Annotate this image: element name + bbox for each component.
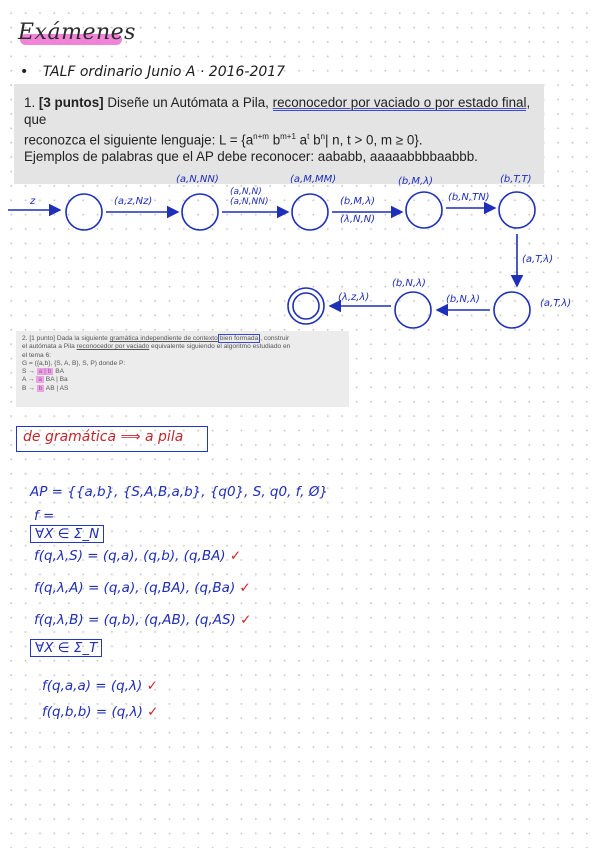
transition-label: (λ,N,N)	[340, 214, 376, 225]
forall-nonterminals-label: ∀X ∈ Σ_N	[30, 525, 104, 543]
transition-label: (λ,z,λ)	[338, 292, 370, 303]
title-block	[18, 20, 136, 45]
grammar-rule	[22, 368, 343, 376]
exercise-text: Diseñe un Autómata a Pila,	[103, 95, 273, 110]
exam-subtitle-text: TALF ordinario Junio A · 2016-2017	[42, 64, 286, 80]
equation-line	[42, 704, 158, 720]
rule-rhs: BA | Ba	[43, 376, 68, 384]
transition-label: (a,N,NN)	[230, 197, 269, 207]
ex2-underlined: reconocedor por vaciado	[76, 343, 150, 351]
transition-label: (b,N,TN)	[448, 192, 490, 203]
ex2-boxed: bien formada	[219, 335, 259, 342]
state-q5	[494, 292, 530, 328]
exponent: t	[307, 132, 310, 141]
section-heading: de gramática ⟹ a pila	[16, 426, 208, 452]
transition-label: (b,T,T)	[500, 174, 532, 185]
ex2-text: 2. [1 punto] Dada la siguiente	[22, 335, 110, 342]
exercise-text: , que	[24, 95, 531, 127]
rule-lhs: B →	[22, 384, 37, 392]
check-mark-icon: ✓	[229, 548, 242, 564]
exercise-2-line: el tema 6:	[22, 351, 51, 359]
transition-label: (b,N,λ)	[446, 294, 480, 305]
transition-label: (a,N,N)	[230, 187, 262, 197]
transition-label: (b,M,λ)	[340, 196, 376, 207]
check-mark-icon: ✓	[147, 704, 159, 720]
state-final-inner	[293, 293, 319, 319]
state-q2	[292, 194, 328, 230]
equation: f(q,b,b) = (q,λ)	[42, 704, 143, 720]
exam-subtitle	[20, 64, 285, 80]
state-q4	[499, 192, 535, 228]
language-def: b	[309, 132, 321, 148]
rule-rhs: AB | AS	[44, 384, 69, 392]
language-def: reconozca el siguiente lenguaje: L = {a	[24, 132, 254, 148]
equation: f(q,a,a) = (q,λ)	[42, 678, 143, 694]
transition-label: (b,M,λ)	[398, 176, 434, 187]
exercise-2-line	[22, 343, 343, 351]
check-mark-icon: ✓	[240, 612, 252, 628]
rule-rhs: BA	[53, 368, 65, 376]
ex2-text: equivalente siguiendo el algoritmo estudiado en	[149, 343, 291, 351]
language-def: b	[268, 132, 281, 148]
exercise-1-line-1	[24, 94, 534, 128]
exercise-1-line-2	[24, 128, 534, 148]
transition-label: (a,T,λ)	[540, 298, 572, 309]
equation: f(q,λ,S) = (q,a), (q,b), (q,BA)	[34, 548, 226, 564]
rule-highlight: a | b	[38, 368, 52, 376]
ex2-underlined: gramática independiente de contexto	[109, 335, 218, 342]
transition-label: (a,N,NN)	[176, 174, 219, 185]
exponent: n	[320, 132, 325, 141]
check-mark-icon: ✓	[239, 580, 251, 596]
equation-line	[34, 548, 241, 564]
exercise-number: 1.	[24, 95, 36, 110]
transition-label: (a,T,λ)	[522, 254, 554, 265]
ex2-text: el autómata a Pila	[22, 343, 77, 351]
transition-label: (a,M,MM)	[290, 174, 337, 185]
rule-lhs: S →	[22, 368, 37, 376]
language-def: | n, t > 0, m ≥ 0}.	[324, 132, 423, 148]
exponent: n+m	[253, 132, 269, 141]
forall-terminals	[30, 640, 102, 656]
exercise-2-line: G = ({a,b}, {S, A, B}, S, P) donde P:	[22, 359, 126, 367]
equation-line	[42, 678, 158, 694]
exponent: m+1	[280, 132, 296, 141]
underlined-phrase: reconocedor por vaciado o por estado final	[272, 95, 527, 110]
rule-highlight: b	[38, 384, 43, 392]
exercise-2-line	[22, 335, 343, 343]
f-definition: f =	[34, 508, 55, 524]
state-q6	[395, 292, 431, 328]
check-mark-icon: ✓	[146, 678, 158, 694]
exercise-2-statement	[16, 331, 349, 407]
state-q1	[182, 194, 218, 230]
ap-definition: AP = {{a,b}, {S,A,B,a,b}, {q0}, S, q0, f, Ø}	[30, 484, 328, 500]
equation-line	[34, 612, 251, 628]
state-q3	[406, 192, 442, 228]
page-title: Exámenes	[18, 20, 136, 45]
grammar-rule	[22, 385, 343, 393]
exercise-points: [3 puntos]	[38, 95, 104, 110]
transition-label: (b,N,λ)	[392, 278, 426, 289]
grammar-rule	[22, 376, 343, 384]
bullet: •	[20, 64, 29, 80]
pushdown-automaton-diagram	[0, 168, 599, 338]
rule-highlight: a	[38, 376, 42, 384]
rule-lhs: A →	[22, 376, 37, 384]
exercise-1-line-3: Ejemplos de palabras que el AP debe reconocer: aababb, aaaaabbbbaabbb.	[24, 149, 478, 165]
ex2-text: , construir	[260, 335, 290, 342]
equation: f(q,λ,A) = (q,a), (q,BA), (q,Ba)	[34, 580, 236, 596]
forall-terminals-label: ∀X ∈ Σ_T	[30, 639, 102, 657]
forall-nonterminals	[30, 526, 104, 542]
equation: f(q,λ,B) = (q,b), (q,AB), (q,AS)	[34, 612, 236, 628]
language-def: a	[295, 132, 308, 148]
state-q0	[66, 194, 102, 230]
transition-label: (a,z,Nz)	[114, 196, 153, 207]
start-label: z	[30, 196, 36, 207]
equation-line	[34, 580, 251, 596]
